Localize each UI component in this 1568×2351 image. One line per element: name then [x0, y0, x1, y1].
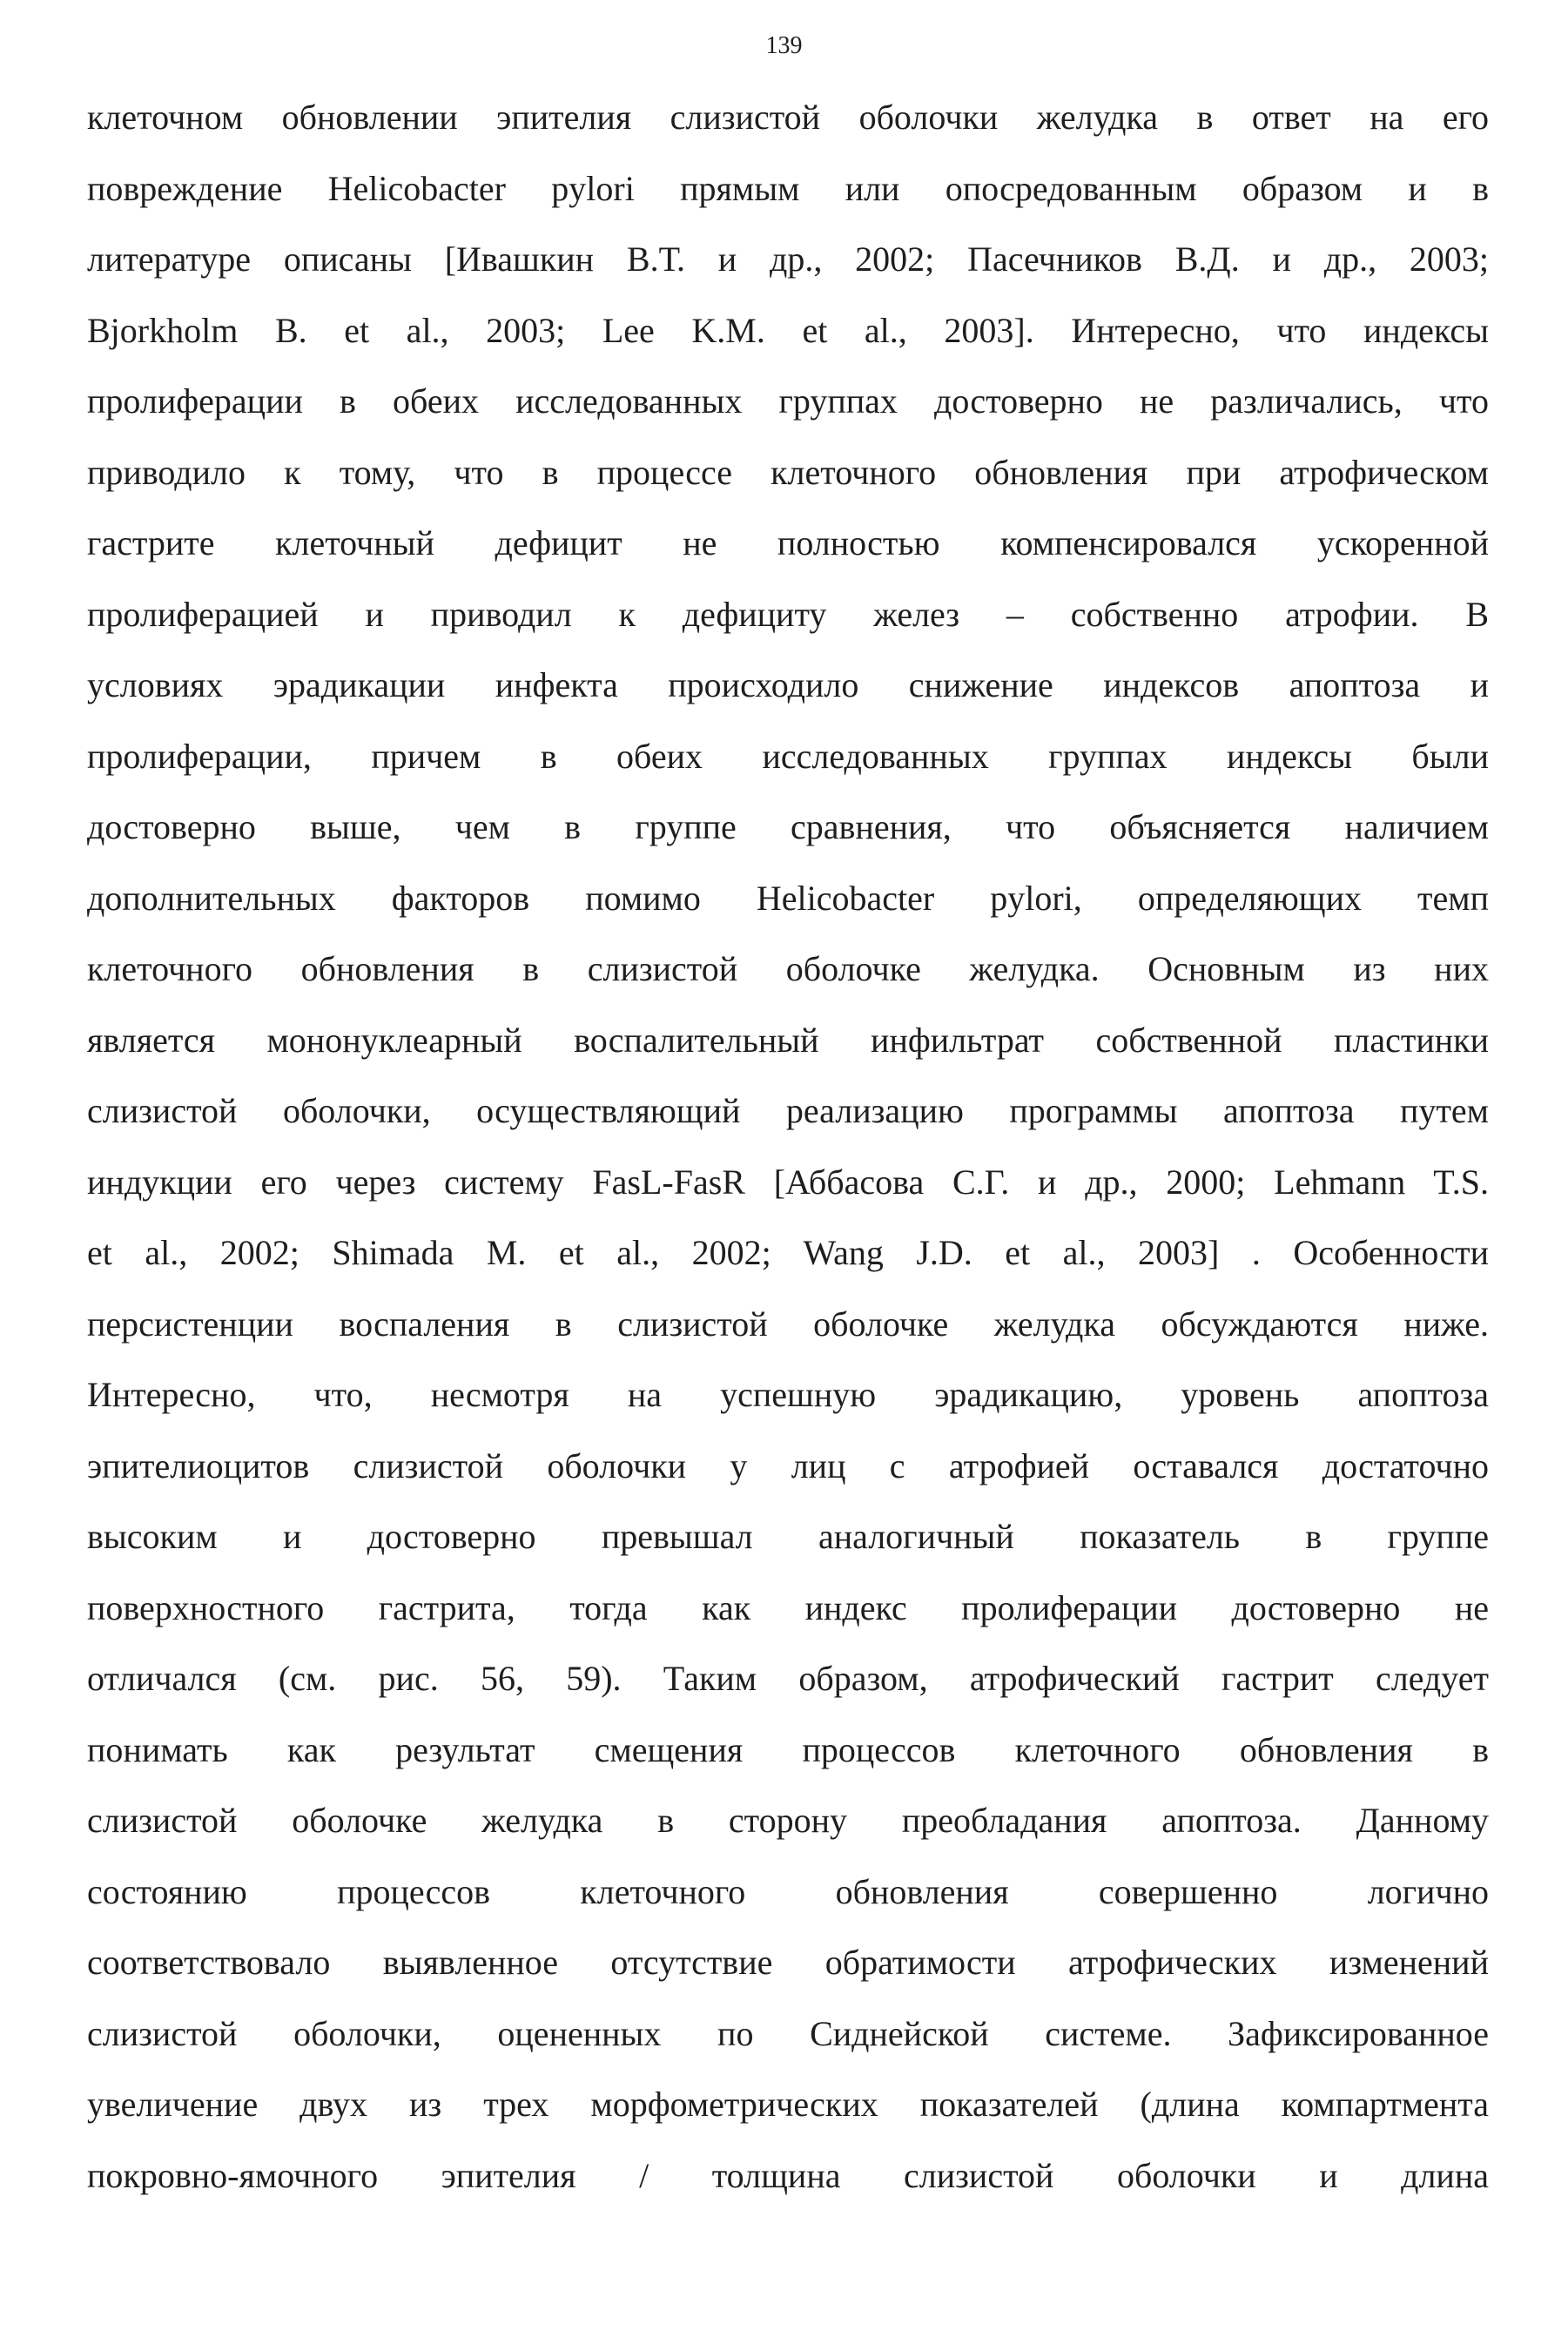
- text-line: слизистой оболочке желудка в сторону преобладания апоптоза. Данному: [87, 1801, 1489, 1840]
- text-line: дополнительных факторов помимо Helicobacter pylori, определяющих темп: [87, 878, 1489, 918]
- text-line: состоянию процессов клеточного обновления совершенно логично: [87, 1871, 1489, 1911]
- text-line: покровно-ямочного эпителия / толщина слизистой оболочки и длина: [87, 2155, 1489, 2195]
- text-line: пролиферацией и приводил к дефициту желез – собственно атрофии. В: [87, 594, 1489, 634]
- body-paragraph: [87, 82, 1489, 2211]
- text-line: пролиферации в обеих исследованных группах достоверно не различались, что: [87, 381, 1489, 421]
- text-line: повреждение Helicobacter pylori прямым или опосредованным образом и в: [87, 168, 1489, 208]
- text-line: персистенции воспаления в слизистой оболочке желудка обсуждаются ниже.: [87, 1303, 1489, 1344]
- text-line: слизистой оболочки, оцененных по Сиднейской системе. Зафиксированное: [87, 2013, 1489, 2053]
- text-line: отличался (см. рис. 56, 59). Таким образом, атрофический гастрит следует: [87, 1659, 1489, 1698]
- text-line: гастрите клеточный дефицит не полностью компенсировался ускоренной: [87, 523, 1489, 562]
- text-line: приводило к тому, что в процессе клеточного обновления при атрофическом: [87, 452, 1489, 492]
- text-line: литературе описаны [Ивашкин В.Т. и др., 2002; Пасечников В.Д. и др., 2003;: [87, 239, 1489, 279]
- text-line: клеточном обновлении эпителия слизистой оболочки желудка в ответ на его: [87, 98, 1489, 137]
- text-line: высоким и достоверно превышал аналогичный показатель в группе: [87, 1517, 1489, 1556]
- page-number: 139: [765, 32, 803, 59]
- text-line: клеточного обновления в слизистой оболочке желудка. Основным из них: [87, 949, 1489, 988]
- text-line: эпителиоцитов слизистой оболочки у лиц с атрофией оставался достаточно: [87, 1445, 1489, 1485]
- text-line: слизистой оболочки, осуществляющий реализацию программы апоптоза путем: [87, 1091, 1489, 1130]
- text-line: поверхностного гастрита, тогда как индекс пролиферации достоверно не: [87, 1587, 1489, 1627]
- text-line: Интересно, что, несмотря на успешную эрадикацию, уровень апоптоза: [87, 1375, 1489, 1414]
- text-line: условиях эрадикации инфекта происходило снижение индексов апоптоза и: [87, 665, 1489, 704]
- text-line: достоверно выше, чем в группе сравнения, что объясняется наличием: [87, 807, 1489, 846]
- text-line: индукции его через систему FasL-FasR [Аббасова С.Г. и др., 2000; Lehmann T.S.: [87, 1162, 1489, 1202]
- text-line: et al., 2002; Shimada M. et al., 2002; Wang J.D. et al., 2003] . Особенности: [87, 1233, 1489, 1272]
- text-line: Bjorkholm B. et al., 2003; Lee K.M. et al., 2003]. Интересно, что индексы: [87, 310, 1489, 350]
- text-line: соответствовало выявленное отсутствие обратимости атрофических изменений: [87, 1943, 1489, 1982]
- text-line: понимать как результат смещения процессов клеточного обновления в: [87, 1729, 1489, 1769]
- text-line: увеличение двух из трех морфометрических показателей (длина компартмента: [87, 2085, 1489, 2124]
- text-line: является мононуклеарный воспалительный инфильтрат собственной пластинки: [87, 1020, 1489, 1060]
- text-line: пролиферации, причем в обеих исследованных группах индексы были: [87, 736, 1489, 776]
